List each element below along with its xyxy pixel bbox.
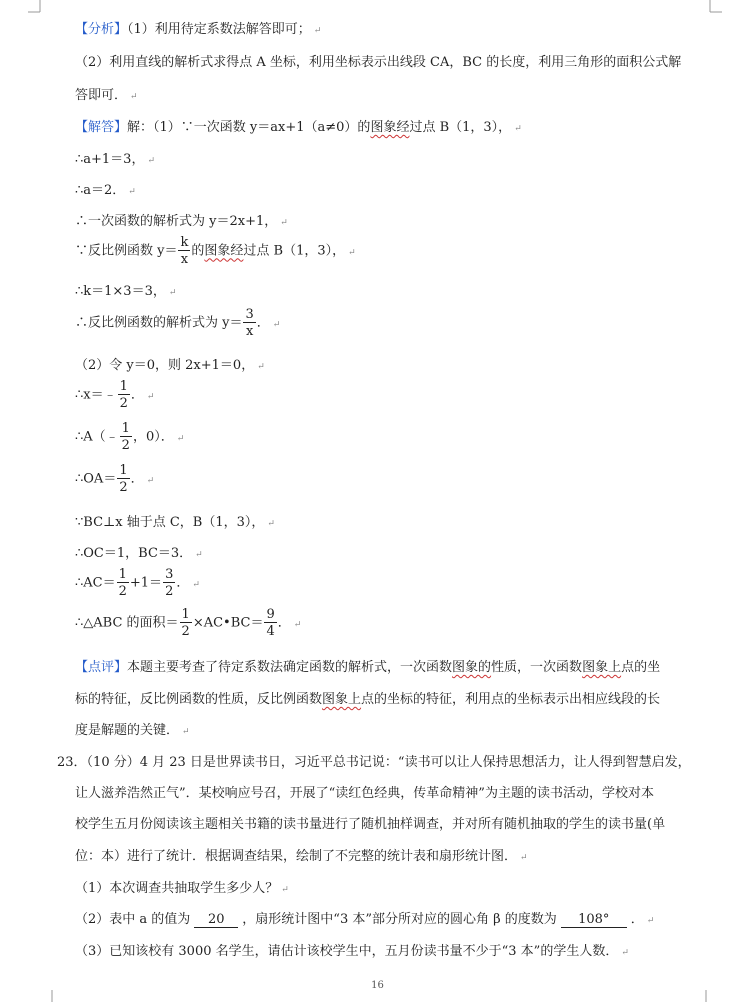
question-23-sub-1: （1）本次调查共抽取学生多少人？ ↵ [75, 881, 289, 896]
fraction-1-over-2: $\frac{1}{2}$ [119, 379, 128, 411]
page-number: 16 [371, 980, 384, 991]
answer-blank-beta: 108° [561, 912, 627, 928]
fraction-1-over-2: $\frac{1}{2}$ [118, 567, 127, 599]
corner-mark-top-right [706, 0, 722, 14]
solution-line-5: ∴k＝1×3＝3， ↵ [75, 284, 177, 299]
fraction-3-over-x: $\frac{3}{x}$ [245, 307, 254, 339]
solution-line-3: ∴一次函数的解析式为 y＝2x+1， ↵ [75, 214, 288, 229]
solution-line-2: ∴a＝2． ↵ [75, 183, 136, 198]
question-23-line-4: 位：本）进行了统计．根据调查结果，绘制了不完整的统计表和扇形统计图． ↵ [75, 849, 528, 864]
comment-line-3: 度是解题的关键． ↵ [75, 723, 190, 738]
solution-line-4: ∵反比例函数 y＝ $\frac{k}{x}$ 的图象经过点 B（1，3）， ↵ [75, 235, 356, 267]
analysis-line-3: 答即可． ↵ [75, 88, 138, 103]
comment-tag: 【点评】 [75, 660, 128, 675]
fraction-k-over-x: $\frac{k}{x}$ [180, 235, 189, 267]
solution-line-12: ∴OC＝1，BC＝3． ↵ [75, 546, 203, 561]
comment-line-2: 标的特征，反比例函数的性质，反比例函数图象上点的坐标的特征，利用点的坐标表示出相应线段的长 [75, 692, 661, 707]
question-23-line-3: 校学生五月份阅读该主题相关书籍的读书量进行了随机抽样调查，并对所有随机抽取的学生的读书量(单 [75, 817, 666, 832]
solution-line-intro: 【解答】解：（1）∵一次函数 y＝ax+1（a≠0）的图象经过点 B（1，3）， ↵ [75, 120, 522, 135]
solution-line-6: ∴反比例函数的解析式为 y＝ $\frac{3}{x}$ ． ↵ [75, 307, 281, 339]
solution-line-11: ∵BC⊥x 轴于点 C，B（1，3）， ↵ [75, 515, 275, 530]
analysis-text-3: 答即可． [75, 88, 128, 103]
solution-line-13: ∴AC＝ $\frac{1}{2}$ +1＝ $\frac{3}{2}$ ． ↵ [75, 567, 200, 599]
question-23-sub-3: （3）已知该校有 3000 名学生，请估计该校学生中，五月份读书量不少于“3 本”的学生人数． ↵ [75, 944, 629, 959]
answer-blank-a: 20 [194, 912, 238, 928]
solution-line-1: ∴a+1＝3， ↵ [75, 152, 156, 167]
comment-line-1: 【点评】本题主要考查了待定系数法确定函数的解析式，一次函数图象的性质，一次函数图象上点的坐 [75, 660, 661, 675]
solution-line-10: ∴OA＝ $\frac{1}{2}$ ． ↵ [75, 463, 155, 495]
question-23-sub-2: （2）表中 a 的值为 20 ，扇形统计图中“3 本”部分所对应的圆心角 β 的度数为 108° ． ↵ [75, 912, 655, 927]
fraction-1-over-2: $\frac{1}{2}$ [181, 607, 190, 639]
question-23-line-2: 让人滋养浩然正气”．某校响应号召，开展了“读红色经典，传革命精神”为主题的读书活动，学校对本 [75, 786, 654, 801]
question-23-line-1: 23．（10 分）4 月 23 日是世界读书日，习近平总书记说：“读书可以让人保持思想活力，让人得到智慧启发， [57, 755, 691, 770]
analysis-line-1: 【分析】（1）利用待定系数法解答即可； ↵ [75, 22, 322, 37]
corner-mark-top-left [28, 0, 44, 14]
analysis-text-1: （1）利用待定系数法解答即可； [127, 22, 311, 37]
fraction-3-over-2: $\frac{3}{2}$ [165, 567, 174, 599]
analysis-tag: 【分析】 [75, 22, 128, 37]
fraction-1-over-2: $\frac{1}{2}$ [121, 421, 130, 453]
solution-line-9: ∴A（﹣ $\frac{1}{2}$ ，0）． ↵ [75, 421, 185, 453]
fraction-9-over-4: $\frac{9}{4}$ [266, 607, 275, 639]
analysis-line-2 [75, 51, 681, 70]
fraction-1-over-2: $\frac{1}{2}$ [119, 463, 128, 495]
analysis-text-2: （2）利用直线的解析式求得点 A 坐标，利用坐标表示出线段 CA，BC 的长度，利用三角形的面积公式解 [75, 55, 682, 70]
solution-tag: 【解答】 [75, 120, 128, 135]
solution-line-8: ∴x＝﹣ $\frac{1}{2}$ ． ↵ [75, 379, 155, 411]
solution-line-7: （2）令 y＝0，则 2x+1＝0， ↵ [75, 358, 265, 373]
solution-line-14: ∴△ABC 的面积＝ $\frac{1}{2}$ ×AC•BC＝ $\frac{9}{4}$ ． ↵ [75, 607, 302, 639]
